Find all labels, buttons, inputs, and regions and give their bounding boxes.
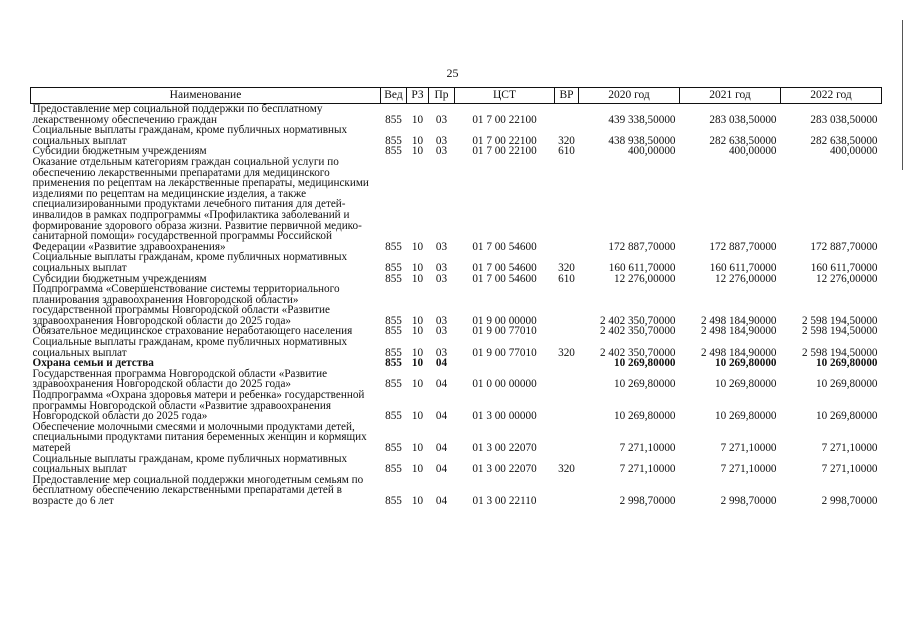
cell-vr	[555, 358, 579, 369]
header-rz: РЗ	[407, 88, 429, 104]
cell-2020: 7 271,10000	[619, 463, 676, 476]
cell-cst: 01 7 00 54600	[472, 261, 537, 274]
cell-rz: 10	[411, 145, 424, 158]
cell-2022: 12 276,00000	[815, 272, 878, 285]
header-ved: Вед	[381, 88, 407, 104]
cell-pr: 03	[435, 113, 448, 126]
cell-pr: 03	[435, 145, 448, 158]
cell-2022: 2 998,70000	[821, 494, 878, 507]
cell-cst	[455, 358, 555, 369]
cell-ved: 855	[385, 357, 402, 370]
cell-2022: 160 611,70000	[810, 261, 878, 274]
cell-2020: 10 269,80000	[613, 378, 676, 391]
cell-pr: 03	[435, 314, 448, 327]
header-cst: ЦСТ	[455, 88, 555, 104]
cell-2022: 10 269,80000	[815, 410, 878, 423]
cell-vr	[555, 284, 579, 326]
cell-cst: 01 9 00 77010	[472, 325, 537, 338]
cell-vr	[555, 422, 579, 454]
table-row	[31, 369, 882, 390]
table-header	[31, 88, 882, 104]
cell-2022: 282 638,50000	[810, 134, 878, 147]
header-2020: 2020 год	[579, 88, 680, 104]
cell-rz: 10	[411, 378, 424, 391]
cell-name: Социальные выплаты гражданам, кроме публичных нормативных социальных выплат	[32, 251, 348, 274]
cell-cst: 01 3 00 00000	[472, 410, 537, 423]
cell-name: Оказание отдельным категориям граждан социальной услуги по обеспечению лекарственными препаратами для медицинского применения по рецептам на лекарственные препараты, медицинскими изделиями по рецептам на медицинские изделия, а также специализированными продуктами лечебного питания для детей-инвалидов в рамках подпрограммы «Профилактика заболеваний и формирование здорового образа жизни. Развитие первичной медико-санитарной помощи» государственной программы Российской Федерации «Развитие здравоохранения»	[32, 155, 369, 253]
cell-cst: 01 7 00 22100	[472, 134, 537, 147]
cell-2022: 2 598 194,50000	[801, 325, 878, 338]
table-row	[31, 157, 882, 252]
scan-edge-mark	[902, 20, 903, 170]
header-name: Наименование	[31, 88, 381, 104]
cell-2020: 10 269,80000	[613, 357, 676, 370]
cell-name: Подпрограмма «Совершенствование системы территориального планирования здравоохранения Новгородской области» государственной программы Новгородской области «Развитие здравоохранения Новгородской области до 2025 года»	[32, 283, 340, 327]
cell-2020: 2 402 350,70000	[599, 346, 676, 359]
table-row	[31, 104, 882, 126]
header-2021: 2021 год	[680, 88, 781, 104]
cell-ved: 855	[385, 410, 402, 423]
cell-2021: 10 269,80000	[714, 410, 777, 423]
cell-2021: 2 498 184,90000	[700, 346, 777, 359]
page-number: 25	[446, 66, 459, 80]
cell-ved: 855	[385, 442, 402, 454]
cell-ved: 855	[385, 378, 402, 391]
cell-2020: 2 998,70000	[619, 494, 676, 507]
cell-rz: 10	[411, 410, 424, 423]
cell-rz: 10	[411, 314, 424, 327]
cell-2021: 10 269,80000	[714, 378, 777, 391]
cell-vr	[555, 369, 579, 390]
cell-ved: 855	[385, 145, 402, 158]
cell-cst: 01 0 00 00000	[472, 378, 537, 391]
cell-2021: 2 998,70000	[720, 494, 777, 507]
cell-2022: 2 598 194,50000	[801, 314, 878, 327]
cell-2021: 282 638,50000	[709, 134, 777, 147]
cell-cst: 01 7 00 54600	[472, 272, 537, 285]
cell-2021: 12 276,00000	[714, 272, 777, 285]
cell-2021: 7 271,10000	[720, 463, 777, 476]
cell-pr: 04	[435, 463, 448, 476]
cell-cst: 01 3 00 22110	[472, 494, 537, 507]
cell-vr: 610	[558, 272, 575, 285]
cell-2021: 400,00000	[728, 145, 777, 158]
cell-2022: 400,00000	[829, 145, 878, 158]
cell-vr	[555, 390, 579, 422]
cell-pr: 03	[435, 346, 448, 359]
cell-ved: 855	[385, 346, 402, 359]
cell-ved: 855	[385, 463, 402, 476]
cell-2020: 160 611,70000	[608, 261, 676, 274]
cell-2022: 7 271,10000	[821, 442, 878, 454]
cell-ved: 855	[385, 494, 402, 507]
cell-name: Обеспечение молочными смесями и молочными продуктами детей, специальными продуктами питания беременных женщин и кормящих матерей	[32, 420, 367, 454]
cell-cst: 01 9 00 00000	[472, 314, 537, 327]
cell-vr	[555, 104, 579, 126]
cell-ved: 855	[385, 134, 402, 147]
cell-rz: 10	[411, 494, 424, 507]
table-row	[31, 475, 882, 507]
cell-2021: 10 269,80000	[714, 357, 777, 370]
cell-ved: 855	[385, 113, 402, 126]
cell-cst: 01 9 00 77010	[472, 346, 537, 359]
budget-table	[30, 87, 882, 507]
cell-2020: 439 338,50000	[608, 113, 676, 126]
cell-rz: 10	[411, 113, 424, 126]
cell-ved: 855	[385, 325, 402, 338]
cell-2020: 172 887,70000	[608, 240, 676, 253]
cell-2020: 2 402 350,70000	[599, 314, 676, 327]
cell-ved: 855	[385, 314, 402, 327]
cell-2022: 10 269,80000	[815, 378, 878, 391]
cell-2021: 172 887,70000	[709, 240, 777, 253]
cell-2021: 2 498 184,90000	[700, 314, 777, 327]
cell-pr: 03	[435, 272, 448, 285]
cell-pr: 04	[435, 357, 448, 370]
cell-name: Социальные выплаты гражданам, кроме публичных нормативных социальных выплат	[32, 124, 348, 147]
table-row	[31, 284, 882, 326]
cell-vr	[555, 157, 579, 252]
table-row	[31, 337, 882, 358]
cell-vr: 320	[558, 346, 575, 359]
cell-pr: 03	[435, 240, 448, 253]
cell-ved: 855	[385, 261, 402, 274]
cell-name: Предоставление мер социальной поддержки по бесплатному лекарственному обеспечению граждан	[32, 103, 323, 126]
cell-2022: 2 598 194,50000	[801, 346, 878, 359]
cell-vr: 320	[558, 463, 575, 476]
cell-2022: 10 269,80000	[815, 357, 878, 370]
cell-cst: 01 3 00 22070	[472, 442, 537, 454]
cell-rz: 10	[411, 442, 424, 454]
cell-2022: 7 271,10000	[821, 463, 878, 476]
cell-2021: 7 271,10000	[720, 442, 777, 454]
cell-name: Субсидии бюджетным учреждениям	[32, 272, 207, 285]
cell-ved: 855	[385, 272, 402, 285]
cell-vr: 610	[558, 145, 575, 158]
cell-pr: 03	[435, 261, 448, 274]
cell-2020: 7 271,10000	[619, 442, 676, 454]
cell-rz: 10	[411, 261, 424, 274]
cell-2021: 2 498 184,90000	[700, 325, 777, 338]
table-row	[31, 252, 882, 273]
cell-2021: 283 038,50000	[709, 113, 777, 126]
cell-rz: 10	[411, 463, 424, 476]
cell-pr: 04	[435, 494, 448, 507]
cell-rz: 10	[411, 272, 424, 285]
cell-rz: 10	[411, 325, 424, 338]
cell-vr: 320	[558, 134, 575, 147]
table-body	[31, 104, 882, 507]
cell-2022: 172 887,70000	[810, 240, 878, 253]
cell-ved: 855	[385, 240, 402, 253]
cell-pr: 03	[435, 134, 448, 147]
cell-name: Государственная программа Новгородской области «Развитие здравоохранения Новгородской области до 2025 года»	[32, 367, 328, 391]
cell-name: Предоставление мер социальной поддержки многодетным семьям по бесплатному обеспечению лекарственными препаратами детей в возрасте до 6 лет	[32, 473, 364, 507]
cell-pr: 04	[435, 442, 448, 454]
table-row	[31, 422, 882, 454]
cell-vr	[555, 475, 579, 507]
cell-pr: 03	[435, 325, 448, 338]
cell-name: Социальные выплаты гражданам, кроме публичных нормативных социальных выплат	[32, 336, 348, 359]
cell-rz: 10	[411, 240, 424, 253]
cell-rz: 10	[411, 357, 424, 370]
cell-cst: 01 7 00 22100	[472, 145, 537, 158]
cell-name: Субсидии бюджетным учреждениям	[32, 145, 207, 158]
cell-2021: 160 611,70000	[709, 261, 777, 274]
table-row	[31, 390, 882, 422]
header-2022: 2022 год	[781, 88, 882, 104]
cell-rz: 10	[411, 346, 424, 359]
cell-pr: 04	[435, 378, 448, 391]
cell-2020: 2 402 350,70000	[599, 325, 676, 338]
cell-rz: 10	[411, 134, 424, 147]
cell-pr: 04	[435, 410, 448, 423]
cell-2020: 400,00000	[627, 145, 676, 158]
table-row	[31, 125, 882, 146]
cell-cst: 01 7 00 22100	[472, 113, 537, 126]
cell-name: Обязательное медицинское страхование неработающего населения	[32, 325, 353, 338]
header-pr: Пр	[429, 88, 455, 104]
cell-2020: 438 938,50000	[608, 134, 676, 147]
cell-vr: 320	[558, 261, 575, 274]
table-row	[31, 454, 882, 475]
cell-2020: 12 276,00000	[613, 272, 676, 285]
cell-2020: 10 269,80000	[613, 410, 676, 423]
header-vr: ВР	[555, 88, 579, 104]
cell-name: Социальные выплаты гражданам, кроме публичных нормативных социальных выплат	[32, 452, 348, 476]
cell-vr	[555, 326, 579, 337]
cell-2022: 283 038,50000	[810, 113, 878, 126]
cell-cst: 01 7 00 54600	[472, 240, 537, 253]
cell-name: Подпрограмма «Охрана здоровья матери и ребенка» государственной программы Новгородской области «Развитие здравоохранения Новгородской области до 2025 года»	[32, 389, 365, 423]
cell-name: Охрана семьи и детства	[32, 357, 154, 370]
cell-cst: 01 3 00 22070	[472, 463, 537, 476]
